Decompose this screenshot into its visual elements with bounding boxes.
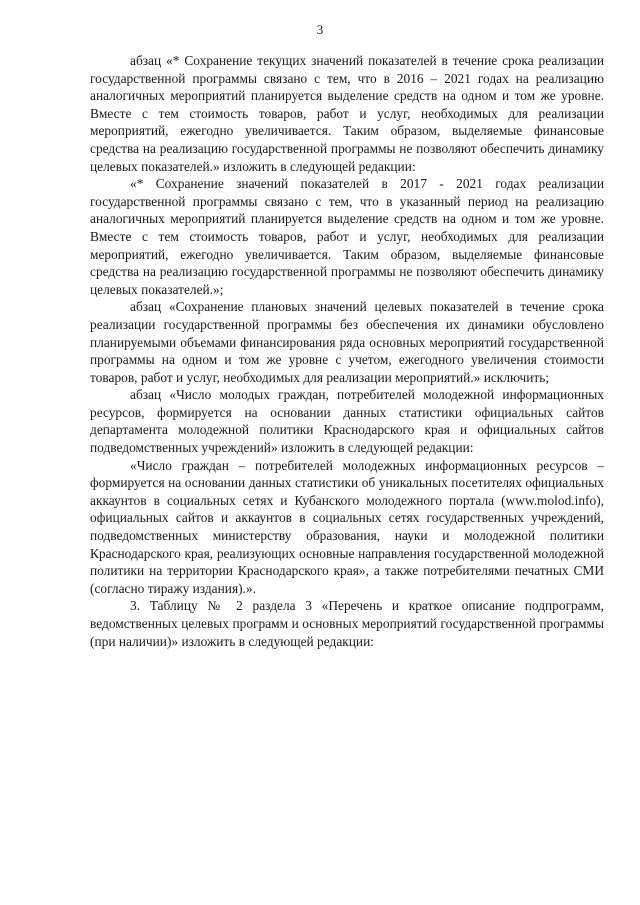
paragraph-6: 3. Таблицу № 2 раздела 3 «Перечень и краткое описание подпрограмм, ведомственных целевых программ и основных мероприятий государственной программы (при наличии)» изложить в следующей редакции: (90, 598, 604, 649)
paragraph-5: «Число граждан – потребителей молодежных информационных ресурсов – формируется на основании данных статистики об уникальных посетителях официальных аккаунтов в социальных сетях и Кубанского молодежного портала (www.molod.info), официальных сайтов и аккаунтов в социальных сетях государственных учреждений, подведомственных министерству образования, науки и молодежной политики Краснодарского края, реализующих основные направления государственной молодежной политики на территории Краснодарского края», а также потребителями печатных СМИ (согласно тиражу издания).». (90, 457, 604, 596)
paragraph-4: абзац «Число молодых граждан, потребителей молодежной информационных ресурсов, формируется на основании данных статистики официальных сайтов департамента молодежной политики Краснодарского края и официальных сайтов подведомственных учреждений» изложить в следующей редакции: (90, 387, 604, 456)
paragraph-2: «* Сохранение значений показателей в 2017 - 2021 годах реализации государственной программы связано с тем, что в указанный период на реализацию аналогичных мероприятий планируется выделение средств на одном и том же уровне. Вместе с тем стоимость товаров, работ и услуг, необходимых для реализации мероприятий, ежегодно увеличивается. Таким образом, выделяемые финансовые средства на реализацию государственной программы не позволяют обеспечить динамику целевых показателей.»; (90, 176, 604, 297)
page-number: 3 (316, 22, 324, 37)
document-body (90, 52, 604, 650)
paragraph-1: абзац «* Сохранение текущих значений показателей в течение срока реализации государственной программы связано с тем, что в 2016 – 2021 годах на реализацию аналогичных мероприятий планируется выделение средств на одном и том же уровне. Вместе с тем стоимость товаров, работ и услуг, необходимых для реализации мероприятий, ежегодно увеличивается. Таким образом, выделяемые финансовые средства на реализацию государственной программы не позволяют обеспечить динамику целевых показателей.» изложить в следующей редакции: (90, 53, 604, 174)
paragraph-3: абзац «Сохранение плановых значений целевых показателей в течение срока реализации государственной программы без обеспечения их динамики обусловлено планируемыми объемами финансирования ряда основных мероприятий государственной программы на одном и том же уровне с учетом, ежегодного увеличения стоимости товаров, работ и услуг, необходимых для реализации мероприятий.» исключить; (90, 299, 604, 385)
